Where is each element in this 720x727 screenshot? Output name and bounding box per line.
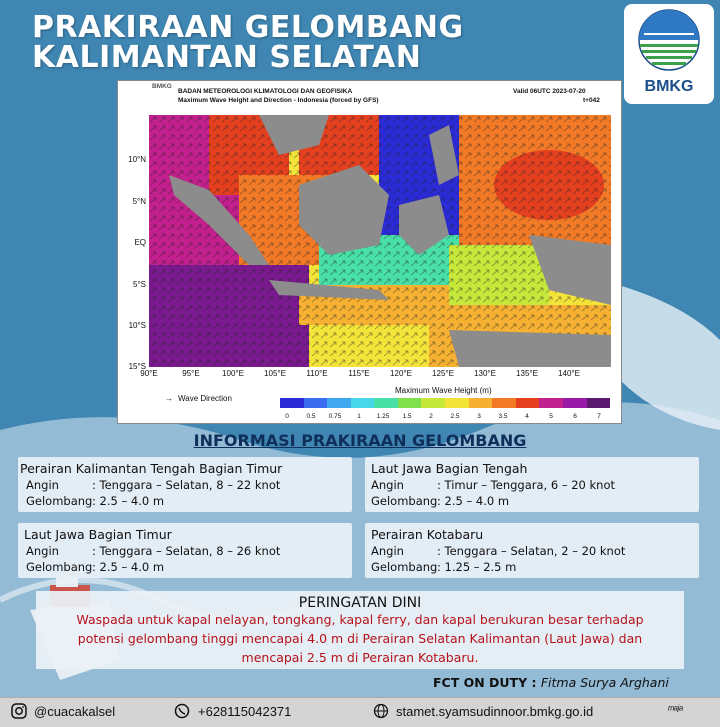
lat-label: EQ bbox=[134, 238, 146, 247]
colorbar-tick-label: 2 bbox=[429, 413, 433, 420]
lat-label: 5°N bbox=[132, 197, 146, 206]
warning-line: mencapai 2.5 m di Perairan Kotabaru. bbox=[241, 650, 479, 665]
colorbar-tick-label: 1 bbox=[357, 413, 361, 420]
colorbar-title: Maximum Wave Height (m) bbox=[395, 386, 492, 395]
lon-label: 135°E bbox=[516, 369, 538, 378]
lon-label: 140°E bbox=[558, 369, 580, 378]
warning-line: potensi gelombang tinggi mencapai 4.0 m di Perairan Selatan Kalimantan (Laut Jawa) dan bbox=[77, 631, 643, 646]
signature: ᵐᵃʲᵃ bbox=[668, 704, 683, 716]
map-header-agency: BADAN METEOROLOGI KLIMATOLOGI DAN GEOFISIKA bbox=[178, 88, 353, 95]
gelombang-label: Gelombang bbox=[26, 560, 93, 574]
forecast-card-kalteng-timur bbox=[18, 457, 352, 512]
colorbar-segment bbox=[469, 398, 493, 408]
warning-line: Waspada untuk kapal nelayan, tongkang, kapal ferry, dan kapal berukuran besar terhadap bbox=[76, 612, 644, 627]
australia-landmass bbox=[449, 330, 611, 367]
angin-label: Angin bbox=[26, 544, 59, 558]
colorbar-tick-label: 7 bbox=[597, 413, 601, 420]
colorbar-segment bbox=[327, 398, 351, 408]
forecaster-on-duty bbox=[433, 675, 669, 690]
lon-label: 125°E bbox=[432, 369, 454, 378]
colorbar-segment bbox=[374, 398, 398, 408]
map-lead-time: t+042 bbox=[583, 97, 600, 104]
card-title: Laut Jawa Bagian Timur bbox=[24, 527, 172, 542]
lat-label: 10°N bbox=[128, 155, 146, 164]
gelombang-label: Gelombang bbox=[26, 494, 93, 508]
colorbar-segment bbox=[421, 398, 445, 408]
info-section-title: INFORMASI PRAKIRAAN GELOMBANG bbox=[193, 431, 527, 450]
colorbar-segment bbox=[587, 398, 611, 408]
colorbar-tick-label: 1.5 bbox=[402, 413, 412, 420]
lon-label: 120°E bbox=[390, 369, 412, 378]
lat-label: 5°S bbox=[133, 280, 146, 289]
wave-direction-arrow-icon: → bbox=[165, 394, 173, 403]
card-title: Laut Jawa Bagian Tengah bbox=[371, 461, 528, 476]
forecast-card-kotabaru bbox=[365, 523, 699, 578]
wave-direction-legend: Wave Direction bbox=[178, 394, 232, 403]
lat-label: 10°S bbox=[128, 321, 146, 330]
colorbar-segment bbox=[445, 398, 469, 408]
wave-height-map bbox=[149, 115, 611, 367]
fct-label: FCT ON DUTY : bbox=[433, 675, 537, 690]
lon-label: 115°E bbox=[348, 369, 370, 378]
website-link[interactable]: stamet.syamsudinnoor.bmkg.go.id bbox=[396, 704, 594, 719]
colorbar-tick-label: 0 bbox=[285, 413, 289, 420]
angin-label: Angin bbox=[371, 544, 404, 558]
colorbar-segment bbox=[516, 398, 540, 408]
colorbar-segment bbox=[563, 398, 587, 408]
angin-value: : Tenggara – Selatan, 8 – 22 knot bbox=[92, 478, 281, 492]
map-valid-time: Valid 06UTC 2023-07-20 bbox=[513, 88, 586, 95]
map-header-product: Maximum Wave Height and Direction - Indonesia (forced by GFS) bbox=[178, 97, 379, 104]
page-title-line1: PRAKIRAAN GELOMBANG bbox=[32, 10, 464, 45]
warning-title: PERINGATAN DINI bbox=[298, 595, 422, 611]
colorbar-tick-label: 0.5 bbox=[306, 413, 316, 420]
colorbar-segment bbox=[280, 398, 304, 408]
page-title-line2: KALIMANTAN SELATAN bbox=[32, 40, 422, 75]
footer-bar bbox=[0, 697, 720, 727]
colorbar-tick-label: 0.75 bbox=[328, 413, 342, 420]
forecast-card-laut-jawa-tengah bbox=[365, 457, 699, 512]
bmkg-logo bbox=[624, 4, 714, 104]
colorbar-segment bbox=[492, 398, 516, 408]
colorbar-tick-label: 3.5 bbox=[498, 413, 508, 420]
colorbar-tick-label: 5 bbox=[549, 413, 553, 420]
angin-value: : Tenggara – Selatan, 2 – 20 knot bbox=[437, 544, 626, 558]
fct-name: Fitma Surya Arghani bbox=[540, 675, 669, 690]
colorbar-tick-label: 3 bbox=[477, 413, 481, 420]
card-title: Perairan Kotabaru bbox=[371, 527, 484, 542]
colorbar-segment bbox=[304, 398, 328, 408]
gelombang-value: : 1.25 – 2.5 m bbox=[437, 560, 517, 574]
gelombang-label: Gelombang bbox=[371, 560, 438, 574]
lon-label: 105°E bbox=[264, 369, 286, 378]
gelombang-value: : 2.5 – 4.0 m bbox=[437, 494, 510, 508]
phone-number[interactable]: +628115042371 bbox=[198, 704, 292, 719]
whatsapp-icon bbox=[174, 703, 190, 719]
colorbar-segment bbox=[398, 398, 422, 408]
colorbar-tick-label: 2.5 bbox=[450, 413, 460, 420]
instagram-handle[interactable]: @cuacakalsel bbox=[34, 704, 116, 719]
globe-icon bbox=[373, 703, 389, 719]
card-title: Perairan Kalimantan Tengah Bagian Timur bbox=[20, 461, 283, 476]
lon-label: 100°E bbox=[222, 369, 244, 378]
bmkg-logo-text: BMKG bbox=[644, 78, 694, 95]
bmkg-emblem-icon bbox=[624, 4, 714, 78]
colorbar-tick-label: 6 bbox=[573, 413, 577, 420]
lon-label: 110°E bbox=[306, 369, 328, 378]
angin-value: : Timur – Tenggara, 6 – 20 knot bbox=[437, 478, 616, 492]
angin-label: Angin bbox=[371, 478, 404, 492]
lon-label: 130°E bbox=[474, 369, 496, 378]
colorbar bbox=[280, 398, 610, 408]
map-small-logo-text: BMKG bbox=[152, 83, 172, 90]
gelombang-label: Gelombang bbox=[371, 494, 438, 508]
angin-value: : Tenggara – Selatan, 8 – 26 knot bbox=[92, 544, 281, 558]
colorbar-tick-label: 1.25 bbox=[376, 413, 390, 420]
forecast-card-laut-jawa-timur bbox=[18, 523, 352, 578]
gelombang-value: : 2.5 – 4.0 m bbox=[92, 494, 165, 508]
colorbar-segment bbox=[351, 398, 375, 408]
lon-label: 95°E bbox=[182, 369, 200, 378]
gelombang-value: : 2.5 – 4.0 m bbox=[92, 560, 165, 574]
lon-label: 90°E bbox=[140, 369, 158, 378]
lat-label: 15°S bbox=[128, 362, 146, 371]
instagram-icon bbox=[11, 703, 27, 719]
colorbar-tick-label: 4 bbox=[525, 413, 529, 420]
colorbar-segment bbox=[539, 398, 563, 408]
early-warning-box bbox=[36, 591, 684, 669]
angin-label: Angin bbox=[26, 478, 59, 492]
